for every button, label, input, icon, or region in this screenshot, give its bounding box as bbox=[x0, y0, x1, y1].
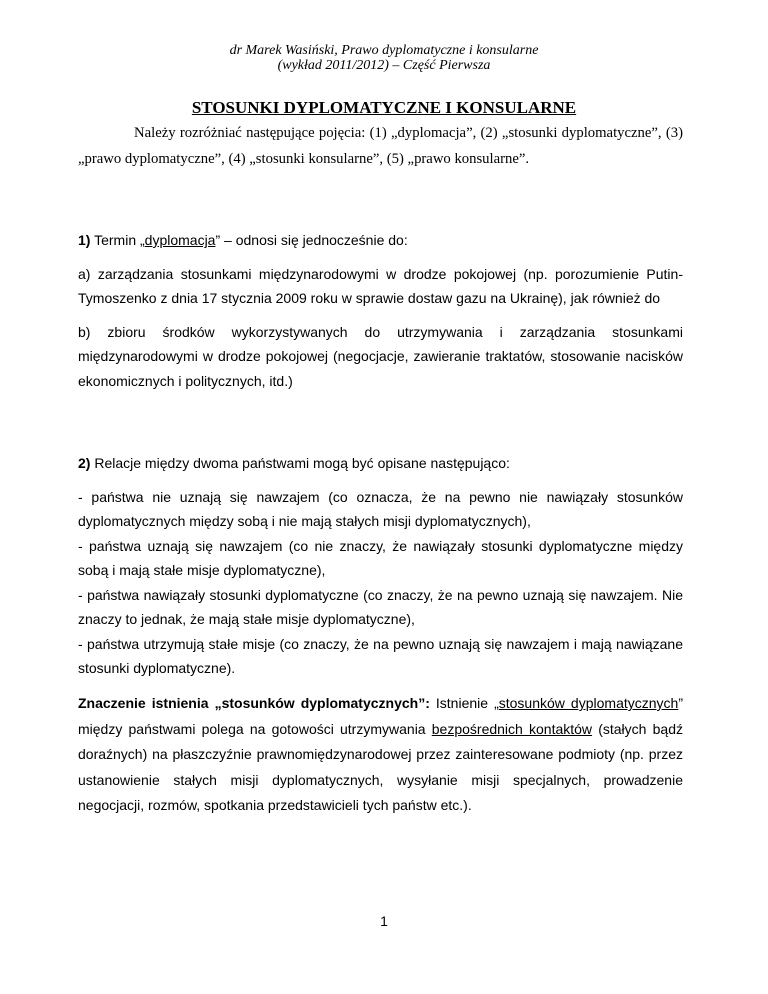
section-2 bbox=[78, 451, 683, 681]
section-2-item: - państwa uznają się nawzajem (co nie znaczy, że nawiązały stosunki dyplomatyczne między sobą i mają stałe misje dyplomatyczne), bbox=[78, 537, 683, 578]
section-3-text-3: (stałych bądź doraźnych) na płaszczyźnie prawnomiędzynarodowej przez zainteresowane podmioty (np. przez ustanowienie stałych misji dyplomatycznych, wysyłanie misji specjalnych, prowadzenie negocjacji, rozmów, spotkania przedstawicieli tych państw etc.). bbox=[78, 720, 683, 813]
section-2-lead bbox=[78, 451, 683, 476]
section-3-paragraph bbox=[78, 691, 683, 819]
section-1-lead bbox=[78, 228, 683, 253]
section-3-heading: Znaczenie istnienia „stosunków dyplomatycznych”: bbox=[78, 695, 430, 711]
section-3-term-direct-contacts: bezpośrednich kontaktów bbox=[431, 720, 593, 737]
page-number: 1 bbox=[380, 913, 388, 929]
section-2-lead-text: Relacje między dwoma państwami mogą być opisane następująco: bbox=[94, 455, 510, 471]
section-1-item-a: a) zarządzania stosunkami międzynarodowymi w drodze pokojowej (np. porozumienie Putin-Tymoszenko z dnia 17 stycznia 2009 roku w sprawie dostaw gazu na Ukrainę), jak również do bbox=[78, 265, 683, 306]
intro-paragraph: Należy rozróżniać następujące pojęcia: (1) „dyplomacja”, (2) „stosunki dyplomatyczne”, (3) „prawo dyplomatyczne”, (4) „stosunki konsularne”, (5) „prawo konsularne”. bbox=[78, 125, 683, 167]
running-header-course: (wykład 2011/2012) – Część Pierwsza bbox=[277, 58, 491, 73]
section-3-term-diplomatic-relations: stosunków dyplomatycznych bbox=[498, 695, 679, 711]
running-header-author: dr Marek Wasiński, Prawo dyplomatyczne i konsularne bbox=[229, 43, 539, 58]
section-2-item: - państwa nie uznają się nawzajem (co oznacza, że na pewno nie nawiązały stosunków dyplomatycznych między sobą i nie mają stałych misji dyplomatycznych), bbox=[78, 488, 683, 529]
section-1 bbox=[78, 228, 683, 402]
section-3 bbox=[78, 691, 683, 819]
section-3-text-2: ” między państwami polega na gotowości utrzymywania bbox=[78, 695, 683, 737]
section-1-number: 1) bbox=[78, 232, 91, 248]
section-2-item: - państwa utrzymują stałe misje (co znaczy, że na pewno uznają się nawzajem i mają nawiązane stosunki dyplomatyczne). bbox=[78, 635, 683, 676]
section-1-item-b: b) zbioru środków wykorzystywanych do utrzymywania i zarządzania stosunkami międzynarodowymi w drodze pokojowej (negocjacje, zawieranie traktatów, stosowanie nacisków ekonomicznych i politycznych, itd.) bbox=[78, 323, 683, 389]
section-2-number: 2) bbox=[78, 455, 91, 471]
section-1-term: dyplomacja bbox=[144, 232, 216, 248]
section-1-lead-after: ” – odnosi się jednocześnie do: bbox=[215, 232, 408, 248]
section-2-item: - państwa nawiązały stosunki dyplomatyczne (co znaczy, że na pewno uznają się nawzajem. Nie znaczy to jednak, że mają stałe misje dyplomatyczne), bbox=[78, 586, 683, 627]
section-3-text-1: Istnienie „ bbox=[429, 695, 499, 711]
section-1-lead-before: Termin „ bbox=[94, 232, 145, 248]
page-title: STOSUNKI DYPLOMATYCZNE I KONSULARNE bbox=[191, 98, 577, 117]
